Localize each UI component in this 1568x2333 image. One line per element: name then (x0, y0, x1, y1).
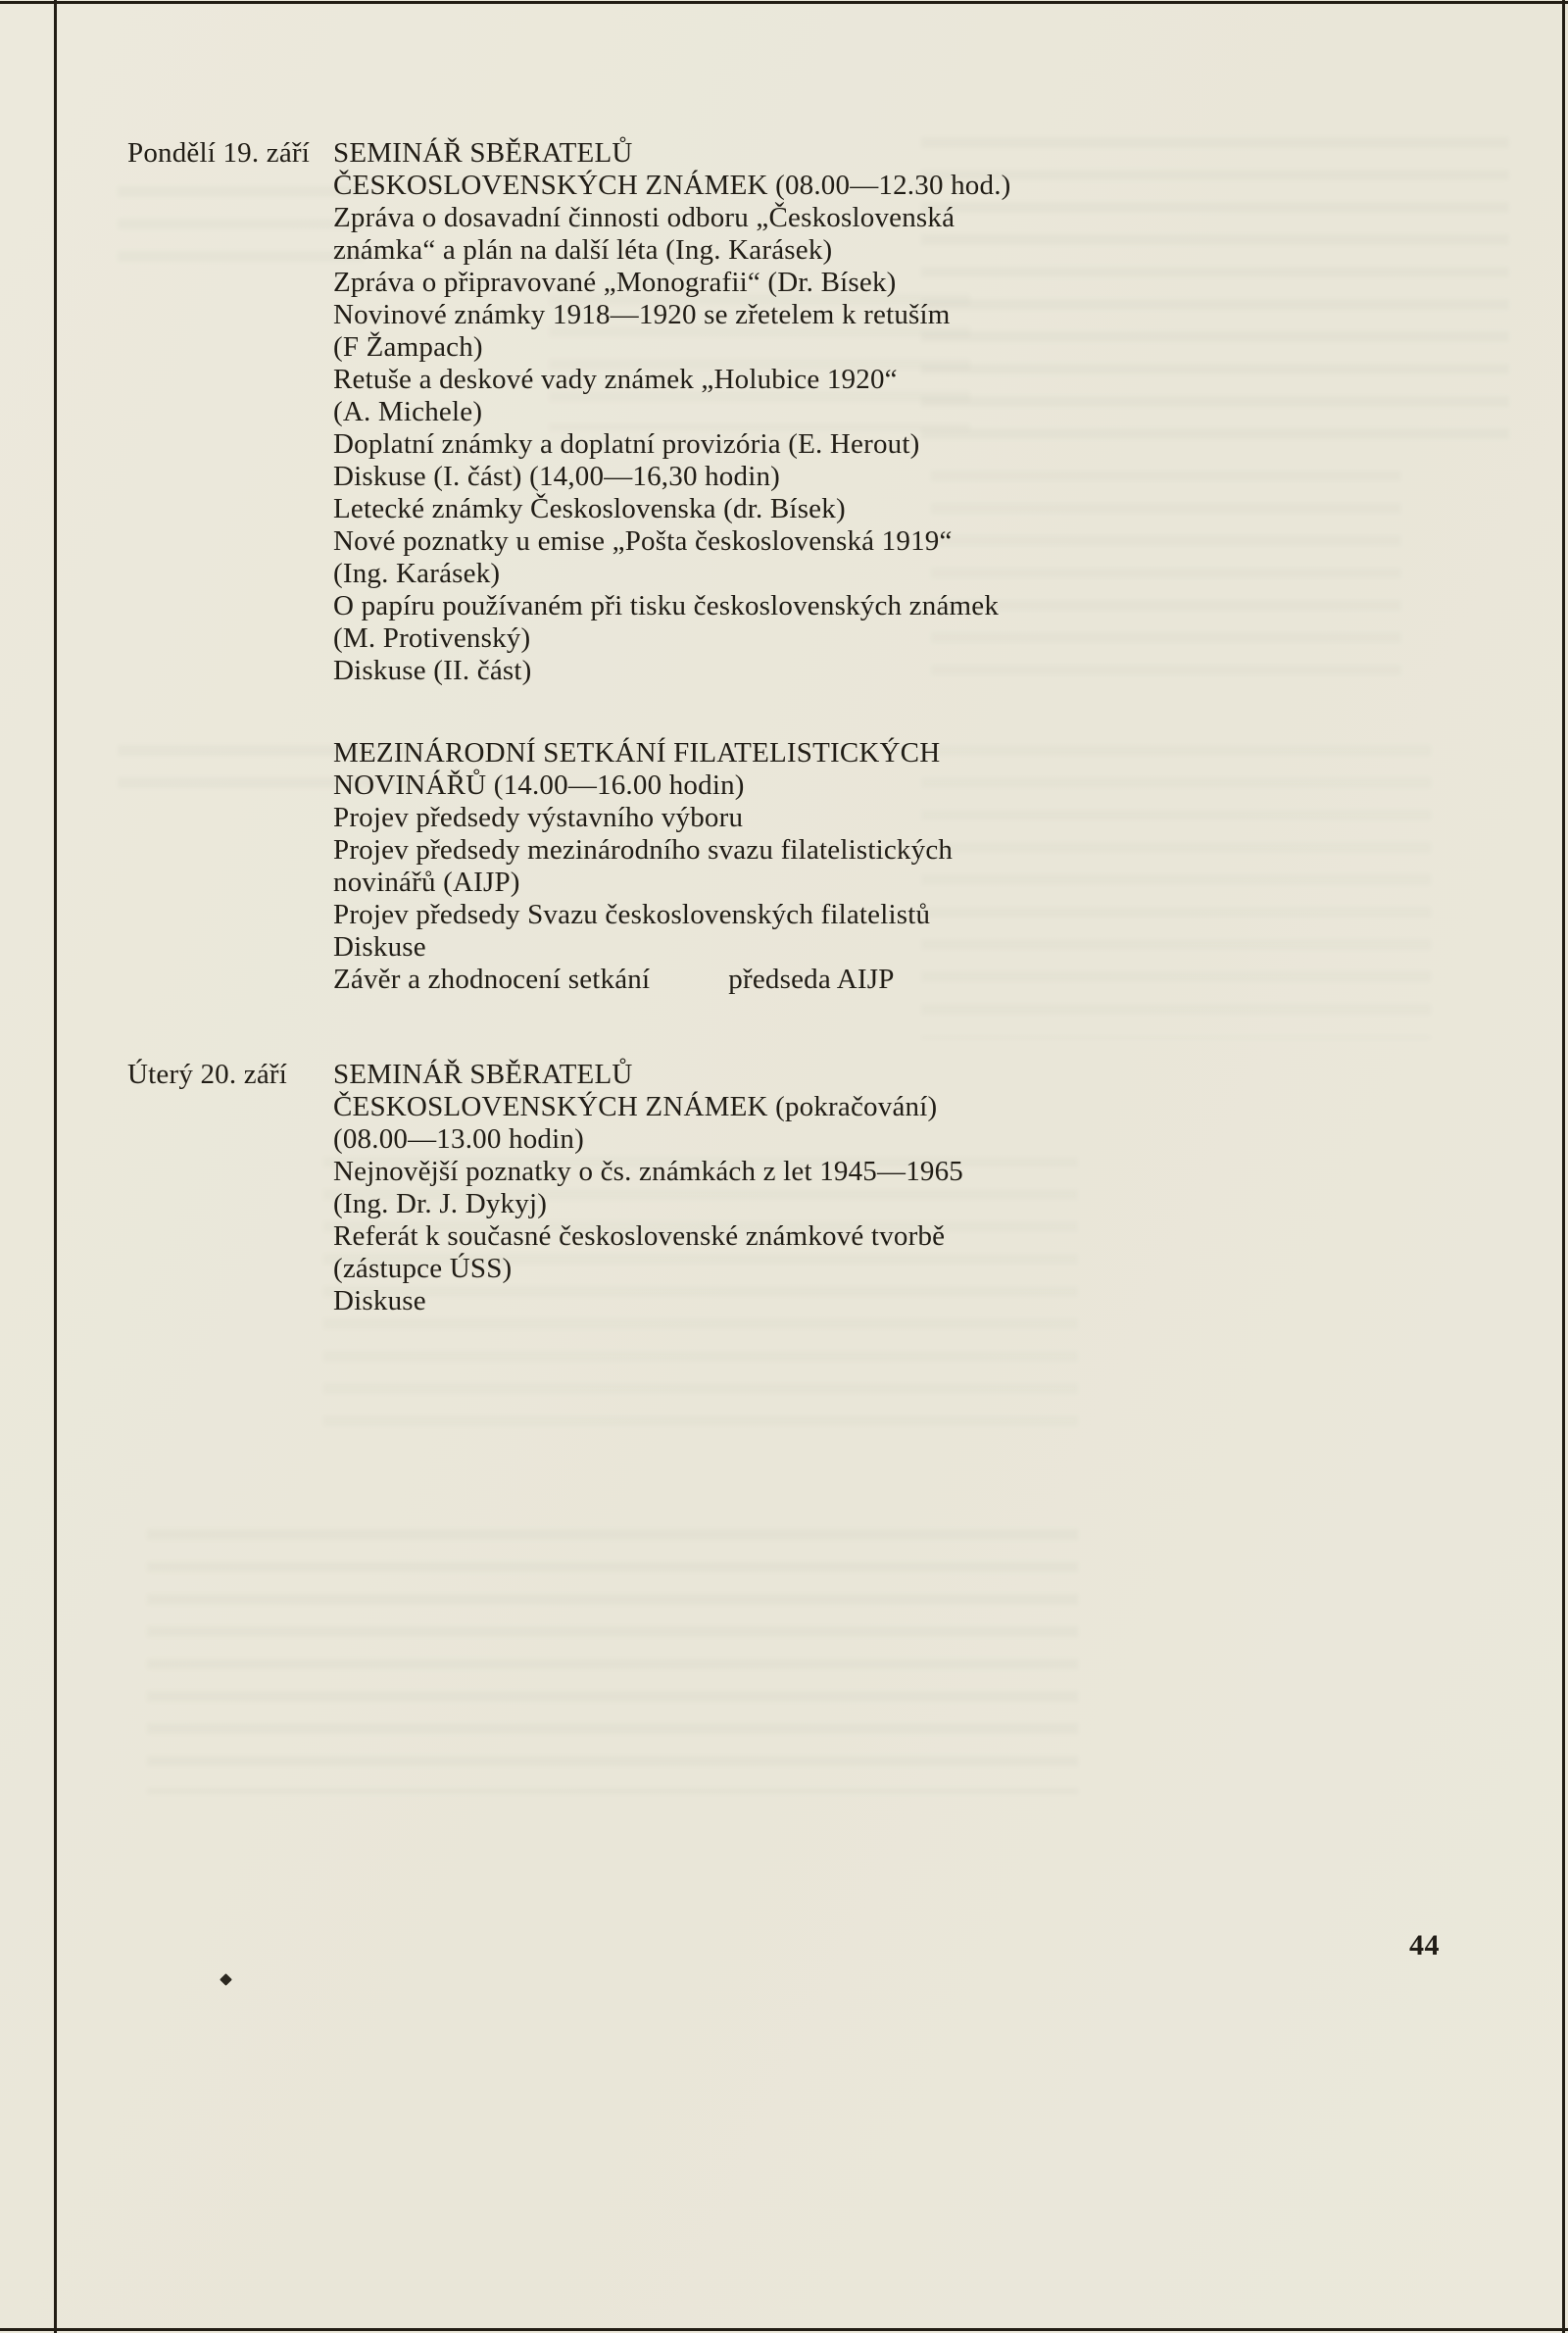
page-frame-left (54, 0, 57, 2333)
text-line: SEMINÁŘ SBĚRATELŮ (333, 137, 633, 169)
ink-speck (220, 1973, 232, 1986)
text-line: Diskuse (333, 1285, 426, 1316)
text-line-left: Závěr a zhodnocení setkání (333, 964, 651, 995)
text-line: Novinové známky 1918—1920 se zřetelem k retuším (333, 299, 951, 330)
day-label-monday: Pondělí 19. září (127, 137, 311, 169)
bleed-through-smudge (147, 1529, 1078, 1794)
session-block-tuesday-seminar (333, 1059, 1441, 1317)
text-line: Doplatní známky a doplatní provizória (E. Herout) (333, 428, 920, 460)
text-line: (Ing. Dr. J. Dykyj) (333, 1188, 548, 1219)
text-line: (F Žampach) (333, 331, 483, 363)
page-frame-right (1562, 0, 1565, 2333)
text-line: známka“ a plán na další léta (Ing. Karásek) (333, 234, 833, 266)
text-line: novinářů (AIJP) (333, 867, 520, 898)
text-line: Zpráva o dosavadní činnosti odboru „Československá (333, 202, 956, 233)
page-frame-top (0, 1, 1568, 4)
text-line: Projev předsedy výstavního výboru (333, 802, 744, 833)
text-line: Diskuse (II. část) (333, 655, 532, 686)
text-line: O papíru používaném při tisku československých známek (333, 590, 1000, 621)
text-line: (M. Protivenský) (333, 622, 531, 654)
text-line: Zpráva o připravované „Monografii“ (Dr. Bísek) (333, 267, 897, 298)
page-number: 44 (1409, 1929, 1440, 1961)
text-line: NOVINÁŘŮ (14.00—16.00 hodin) (333, 769, 745, 801)
text-line: ČESKOSLOVENSKÝCH ZNÁMEK (08.00—12.30 hod.) (333, 170, 1011, 201)
session-block-monday-meeting (333, 737, 1441, 996)
text-line: Diskuse (I. část) (14,00—16,30 hodin) (333, 461, 781, 492)
text-line: Projev předsedy Svazu československých filatelistů (333, 899, 931, 930)
text-line: Projev předsedy mezinárodního svazu filatelistických (333, 834, 954, 866)
text-line: Nové poznatky u emise „Pošta československá 1919“ (333, 525, 953, 557)
session-block-monday-seminar (333, 137, 1441, 687)
page-frame-bottom (0, 2328, 1568, 2331)
text-line: MEZINÁRODNÍ SETKÁNÍ FILATELISTICKÝCH (333, 737, 941, 769)
text-line: (zástupce ÚSS) (333, 1253, 513, 1284)
text-line: (A. Michele) (333, 396, 483, 427)
bleed-through-smudge (118, 186, 363, 265)
text-line: SEMINÁŘ SBĚRATELŮ (333, 1059, 633, 1090)
text-line: Nejnovější poznatky o čs. známkách z let 1945—1965 (333, 1156, 964, 1187)
text-line: Letecké známky Československa (dr. Bísek) (333, 493, 846, 524)
text-line: Retuše a deskové vady známek „Holubice 1920“ (333, 364, 898, 395)
text-line-right: předseda AIJP (728, 964, 895, 995)
text-line: (08.00—13.00 hodin) (333, 1123, 584, 1155)
text-line: (Ing. Karásek) (333, 558, 501, 589)
day-label-tuesday: Úterý 20. září (127, 1059, 288, 1090)
text-line: Referát k současné československé známkové tvorbě (333, 1220, 946, 1252)
text-line (333, 964, 1441, 996)
text-line: ČESKOSLOVENSKÝCH ZNÁMEK (pokračování) (333, 1091, 938, 1122)
text-line: Diskuse (333, 931, 426, 963)
